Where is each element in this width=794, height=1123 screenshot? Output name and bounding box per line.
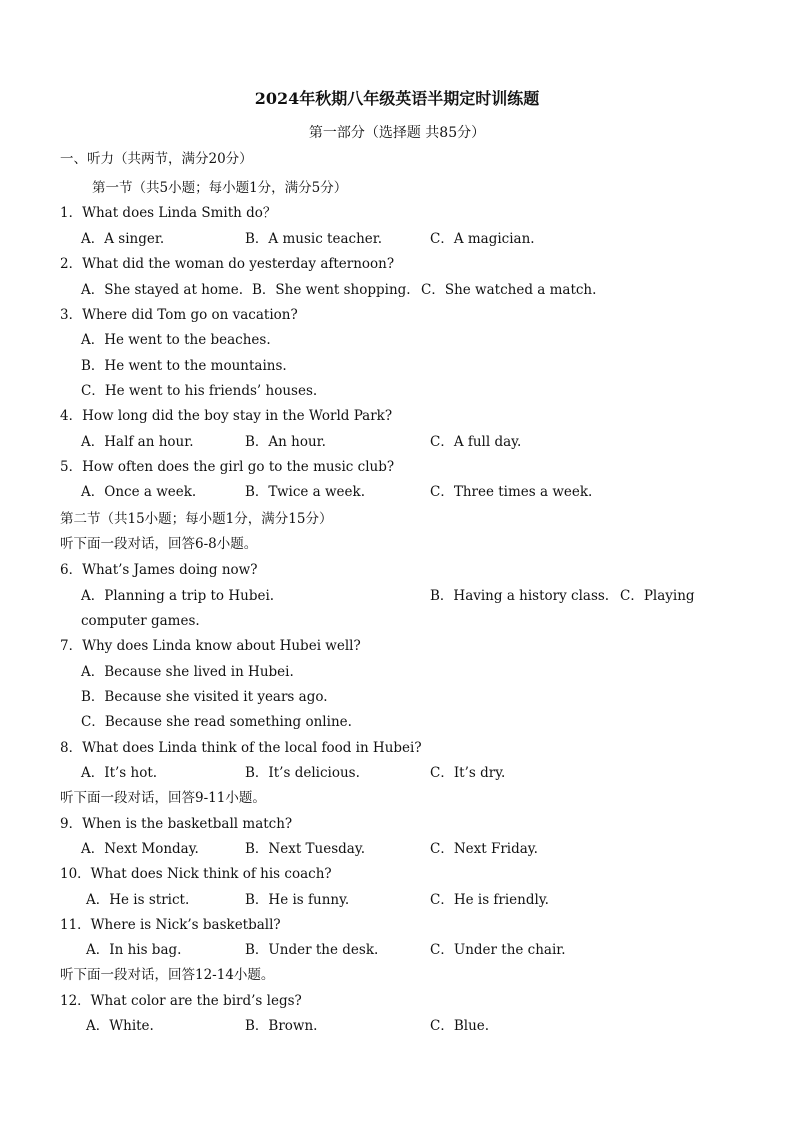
question-stem: 12．What color are the bird’s legs? xyxy=(60,993,302,1009)
option-a: A．He went to the beaches. xyxy=(81,332,271,348)
option-a: A．A singer. xyxy=(81,231,165,247)
option-c: C．He is friendly. xyxy=(430,892,549,908)
option-a: A．She stayed at home. xyxy=(81,282,244,298)
option-c: C．Three times a week. xyxy=(430,484,593,500)
option-a: A．Half an hour. xyxy=(81,434,194,450)
option-b: B．He is funny. xyxy=(245,892,350,908)
subsection-heading: 第二节（共15小题；每小题1分，满分15分） xyxy=(60,511,333,527)
option-c: C．A magician. xyxy=(430,231,535,247)
question-stem: 9．When is the basketball match? xyxy=(60,816,293,832)
option-b: B．Because she visited it years ago. xyxy=(81,689,328,705)
option-b: B．He went to the mountains. xyxy=(81,358,287,374)
page-title: 2024年秋期八年级英语半期定时训练题 xyxy=(254,89,540,108)
option-a: A．In his bag. xyxy=(86,942,182,958)
instruction-text: 听下面一段对话，回答6-8小题。 xyxy=(60,536,258,552)
question-stem: 3．Where did Tom go on vacation? xyxy=(60,307,298,323)
option-b: B．Twice a week. xyxy=(245,484,366,500)
section-heading: 一、听力（共两节，满分20分） xyxy=(60,151,253,167)
question-stem: 10．What does Nick think of his coach? xyxy=(60,866,332,882)
instruction-text: 听下面一段对话，回答12-14小题。 xyxy=(60,967,275,983)
option-a: A．Because she lived in Hubei. xyxy=(81,664,294,680)
option-a: A．It’s hot. xyxy=(81,765,158,781)
question-stem: 11．Where is Nick’s basketball? xyxy=(60,917,281,933)
option-a: A．Planning a trip to Hubei. xyxy=(81,588,275,604)
option-a: A．White. xyxy=(86,1018,154,1034)
option-a: A．Once a week. xyxy=(81,484,197,500)
option-c: C．Blue. xyxy=(430,1018,490,1034)
option-b: B．She went shopping. xyxy=(252,282,411,298)
option-c: C．Under the chair. xyxy=(430,942,566,958)
option-c-continued: computer games. xyxy=(81,613,200,629)
option-b: B．Having a history class. xyxy=(430,588,610,604)
option-a: A．Next Monday. xyxy=(81,841,199,857)
option-c: C．She watched a match. xyxy=(421,282,597,298)
option-c: C．A full day. xyxy=(430,434,522,450)
question-stem: 4．How long did the boy stay in the World Park? xyxy=(60,408,393,424)
option-c: C．It’s dry. xyxy=(430,765,506,781)
option-b: B．A music teacher. xyxy=(245,231,383,247)
option-b: B．An hour. xyxy=(245,434,326,450)
question-stem: 7．Why does Linda know about Hubei well? xyxy=(60,638,361,654)
question-stem: 5．How often does the girl go to the music club? xyxy=(60,459,395,475)
instruction-text: 听下面一段对话，回答9-11小题。 xyxy=(60,790,266,806)
option-b: B．Under the desk. xyxy=(245,942,379,958)
question-stem: 6．What’s James doing now? xyxy=(60,562,258,578)
option-b: B．Next Tuesday. xyxy=(245,841,365,857)
question-stem: 8．What does Linda think of the local food in Hubei? xyxy=(60,740,422,756)
question-stem: 1．What does Linda Smith do？ xyxy=(60,205,277,221)
option-a: A．He is strict. xyxy=(86,892,190,908)
option-c: C．Playing xyxy=(620,588,695,604)
subsection-heading: 第一节（共5小题；每小题1分，满分5分） xyxy=(92,180,348,196)
option-c: C．Next Friday. xyxy=(430,841,538,857)
option-c: C．He went to his friends’ houses. xyxy=(81,383,318,399)
option-b: B．Brown. xyxy=(245,1018,318,1034)
part-heading: 第一部分（选择题 共85分） xyxy=(308,125,486,141)
option-c: C．Because she read something online. xyxy=(81,714,352,730)
question-stem: 2．What did the woman do yesterday afternoon? xyxy=(60,256,395,272)
option-b: B．It’s delicious. xyxy=(245,765,360,781)
